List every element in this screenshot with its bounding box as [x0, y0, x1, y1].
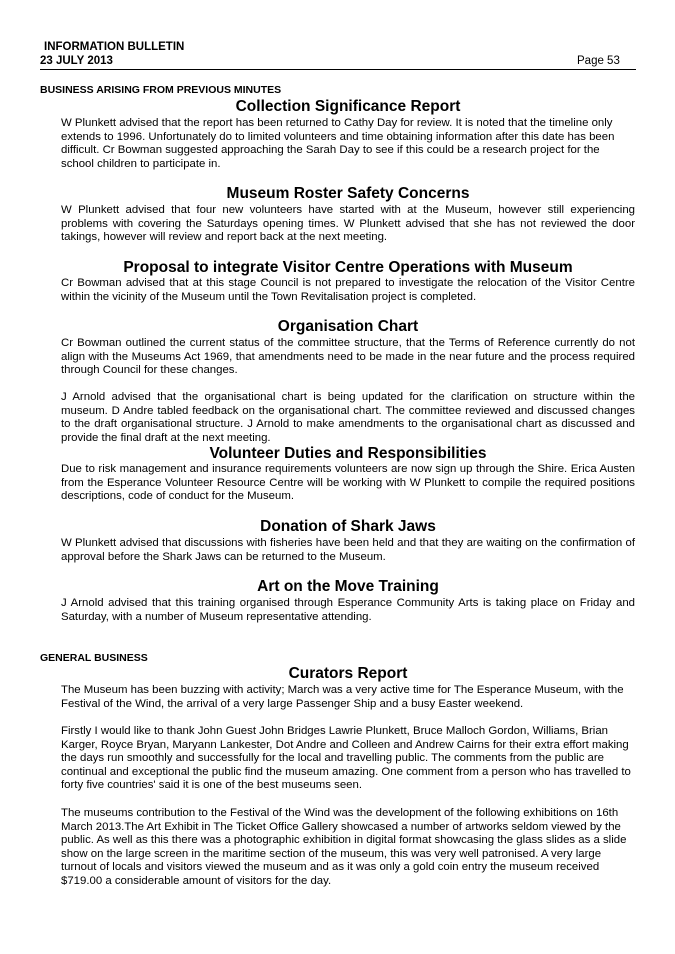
paragraph-collection-significance: W Plunkett advised that the report has been returned to Cathy Day for review. It is noted that the timeline only extends to 1996. Unfortunately do to limited volunteers and time obtaining information after this date has been difficult. Cr Bowman suggested approaching the Sarah Day to see if this could be a research project for the school children to participate in. — [61, 117, 615, 170]
bulletin-title: INFORMATION BULLETIN — [44, 41, 185, 53]
bulletin-date: 23 JULY 2013 — [40, 55, 113, 67]
paragraph-curators-report-3: The museums contribution to the Festival of the Wind was the development of the following exhibitions on 16th March 2013.The Art Exhibit in The Ticket Office Gallery showcased a number of artworks seldom viewed by the public. As well as this there was a photographic exhibition in digital format showcasing the glass slides as a slide show on the large screen in the maritime section of the museum, this was very well patronised. A very large turnout of locals and visitors viewed the museum and as it was only a gold coin entry the museum received $719.00 a considerable amount of visitors for the day. — [61, 807, 627, 887]
paragraph-visitor-centre-proposal: Cr Bowman advised that at this stage Council is not prepared to investigate the relocation of the Visitor Centre within the vicinity of the Museum until the Town Revitalisation project is completed. — [61, 277, 635, 303]
paragraph-museum-roster: W Plunkett advised that four new volunteers have started with at the Museum, however still experiencing problems with covering the Saturdays opening times. W Plunkett advised that she has not reviewed the door takings, however will review and report back at the next meeting. — [61, 204, 635, 244]
heading-organisation-chart: Organisation Chart — [277, 318, 419, 335]
paragraph-organisation-chart-1: Cr Bowman outlined the current status of the committee structure, that the Terms of Reference currently do not align with the Museums Act 1969, that amendments need to be made in the near future and the process required through Council for these changes. — [61, 337, 635, 377]
header-divider — [40, 69, 636, 70]
section-label-general-business: GENERAL BUSINESS — [40, 652, 148, 664]
heading-visitor-centre-proposal: Proposal to integrate Visitor Centre Operations with Museum — [123, 259, 573, 276]
page-number: Page 53 — [577, 55, 620, 67]
heading-art-on-the-move: Art on the Move Training — [257, 578, 439, 595]
paragraph-curators-report-2: Firstly I would like to thank John Guest John Bridges Lawrie Plunkett, Bruce Malloch Gordon, Williams, Brian Karger, Royce Bryan, Maryann Lankester, Dot Andre and Colleen and Andrew Cairns for their extra effort making the days run smoothly and successfully for the local and travelling public. The comments from the public are continual and exceptional the public find the museum amazing. One comment from a person who has travelled to forty five countries' said it is one of the best museums seen. — [61, 725, 631, 792]
paragraph-art-on-the-move: J Arnold advised that this training organised through Esperance Community Arts is taking place on Friday and Saturday, with a number of Museum representative attending. — [61, 597, 635, 623]
heading-museum-roster: Museum Roster Safety Concerns — [226, 185, 470, 202]
heading-volunteer-duties: Volunteer Duties and Responsibilities — [209, 445, 487, 462]
paragraph-shark-jaws: W Plunkett advised that discussions with fisheries have been held and that they are waiting on the confirmation of approval before the Shark Jaws can be returned to the Museum. — [61, 537, 635, 563]
paragraph-volunteer-duties: Due to risk management and insurance requirements volunteers are now sign up through the Shire. Erica Austen from the Esperance Volunteer Resource Centre will be working with W Plunkett to compile the required positions descriptions, code of conduct for the Museum. — [61, 463, 635, 503]
heading-curators-report: Curators Report — [288, 665, 408, 682]
heading-shark-jaws: Donation of Shark Jaws — [260, 518, 436, 535]
paragraph-curators-report-1: The Museum has been buzzing with activity; March was a very active time for The Esperance Museum, with the Festival of the Wind, the arrival of a very large Passenger Ship and a busy Easter weekend. — [61, 684, 624, 710]
paragraph-organisation-chart-2: J Arnold advised that the organisational chart is being updated for the clarification on structure within the museum. D Andre tabled feedback on the organisational chart. The committee reviewed and discussed changes to the draft organisational structure. J Arnold to make amendments to the organisational chart as discussed and provide the final draft at the next meeting. — [61, 391, 635, 444]
section-label-previous-minutes: BUSINESS ARISING FROM PREVIOUS MINUTES — [40, 84, 282, 96]
heading-collection-significance: Collection Significance Report — [235, 98, 461, 115]
